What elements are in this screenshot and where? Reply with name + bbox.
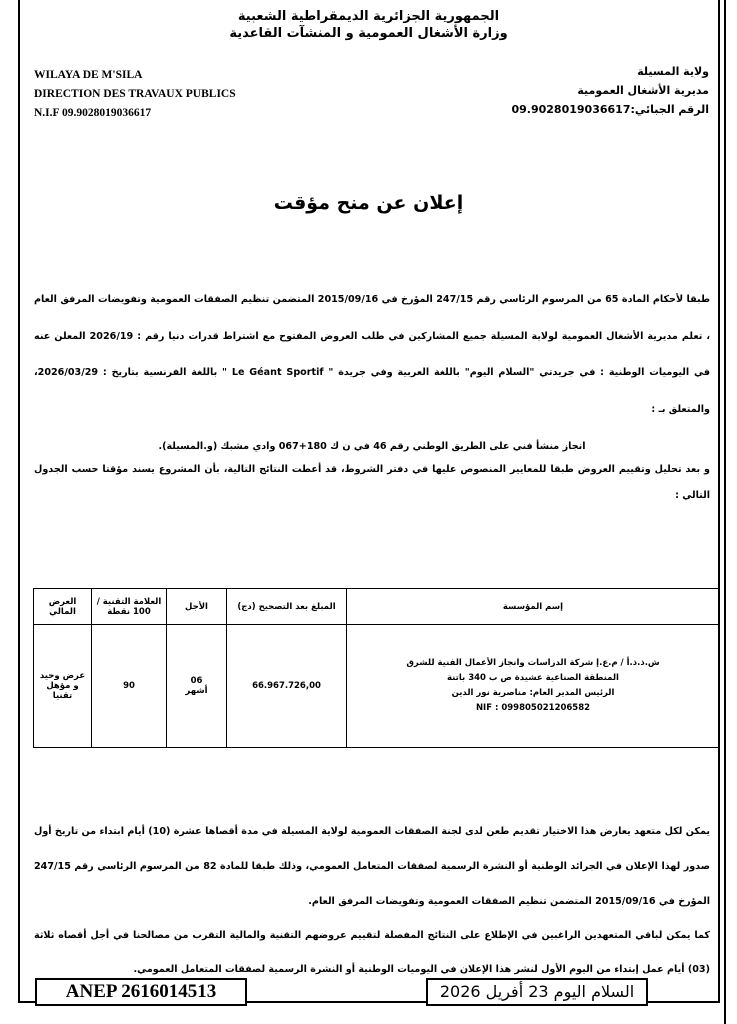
wilaya-fr: WILAYA DE M'SILA <box>34 69 143 81</box>
announcement-title: إعلان عن منح مؤقت <box>273 192 464 214</box>
newspaper-date: السلام اليوم 23 أفريل 2026 <box>426 978 648 1006</box>
table-row <box>34 625 720 748</box>
duration-unit: أشهر <box>185 686 208 696</box>
nif-ar: الرقم الجبائي:09.9028019036617 <box>511 103 709 116</box>
header-duration: الأجل <box>167 589 227 625</box>
project-description: انجاز منشأ فني على الطريق الوطني رقم 46 في ن ك 180+067 وادي مشبك (و.المسيلة). <box>158 441 586 452</box>
direction-ar: مديرية الأشغال العمومية <box>577 84 709 97</box>
header-company: إسم المؤسسة <box>347 589 720 625</box>
appeal-paragraph: يمكن لكل متعهد يعارض هذا الاختيار تقديم طعن لدى لجنة الصفقات العمومية لولاية المسيلة في مدة أقصاها عشرة (10) أيام ابتداء من تاريخ أول صدور لهذا الإعلان في الجرائد الوطنية أو النشرة الرسمية لصفقات المتعامل العمومي، وذلك طبقا للمادة 82 من المرسوم الرئاسي رقم 247/15 المؤرخ في 2015/09/16 المتضمن تنظيم الصفقات العمومية وتفويضات المرفق العام. <box>34 826 710 907</box>
company-nif: NIF : 099805021206582 <box>475 703 591 713</box>
offer-cell: عرض وحيد و مؤهل تقنيا <box>34 625 92 748</box>
header-offer: العرض المالي <box>34 589 92 625</box>
table-header-row <box>34 589 720 625</box>
header-amount: المبلغ بعد التصحيح (دج) <box>227 589 347 625</box>
page-edge-line <box>724 0 726 1024</box>
company-address: المنطقة الصناعية عشيدة ص ب 340 باتنة <box>447 673 619 683</box>
invite-paragraph: كما يمكن لباقي المتعهدين الراغبين في الإطلاع على النتائج المفصلة لتقييم عروضهم التقنية والمالية التقرب من مصالحنا في أجل أقصاه ثلاثة (03) أيام عمل إبتداء من اليوم الأول لنشر هذا الإعلان في اليوميات الوطنية أو النشرة الرسمية لصفقات المتعامل العمومي. <box>34 930 710 975</box>
results-table <box>33 588 720 748</box>
intro-paragraph: طبقا لأحكام المادة 65 من المرسوم الرئاسي رقم 247/15 المؤرخ في 2015/09/16 المتضمن تنظيم الصفقات العمومية وتفويضات المرفق العام ، تعلم مديرية الأشغال العمومية لولاية المسيلة جميع المشاركين في طلب العروض المفتوح مع اشتراط قدرات دنيا رقم : 2026/19 المعلن عنه في اليوميات الوطنية : في جريدتي "السلام اليوم" باللغة العربية وفي جريدة " Le Géant Sportif " باللغة الفرنسية بتاريخ : 2026/03/29، والمتعلق بـ : <box>34 294 710 415</box>
duration-value: 06 <box>190 676 203 686</box>
document-header <box>0 8 737 42</box>
header-score: العلامة التقنية / 100 نقطة <box>92 589 167 625</box>
arabic-header <box>511 62 709 119</box>
nif-fr: N.I.F 09.9028019036617 <box>34 107 152 119</box>
evaluation-paragraph: و بعد تحليل وتقييم العروض طبقا للمعايير المنصوص عليها في دفتر الشروط، قد أعطت النتائج التالية، بأن المشروع يسند مؤقتا حسب الجدول التالي : <box>34 464 710 501</box>
anep-reference: ANEP 2616014513 <box>35 978 247 1006</box>
french-header <box>34 66 236 123</box>
direction-fr: DIRECTION DES TRAVAUX PUBLICS <box>34 88 236 100</box>
ministry-name: وزارة الأشغال العمومية و المنشآت القاعدية <box>229 26 508 41</box>
company-director: الرئيس المدير العام: مناصرية نور الدين <box>451 688 615 698</box>
duration-cell <box>167 625 227 748</box>
company-name: ش.ذ.ذ.أ / م.ع.إ شركة الدراسات وانجاز الأعمال الفنية للشرق <box>406 658 660 668</box>
wilaya-ar: ولاية المسيلة <box>637 65 709 78</box>
score-cell: 90 <box>92 625 167 748</box>
company-cell <box>347 625 720 748</box>
republic-name: الجمهورية الجزائرية الديمقراطية الشعبية <box>237 9 500 24</box>
amount-cell: 66.967.726,00 <box>227 625 347 748</box>
